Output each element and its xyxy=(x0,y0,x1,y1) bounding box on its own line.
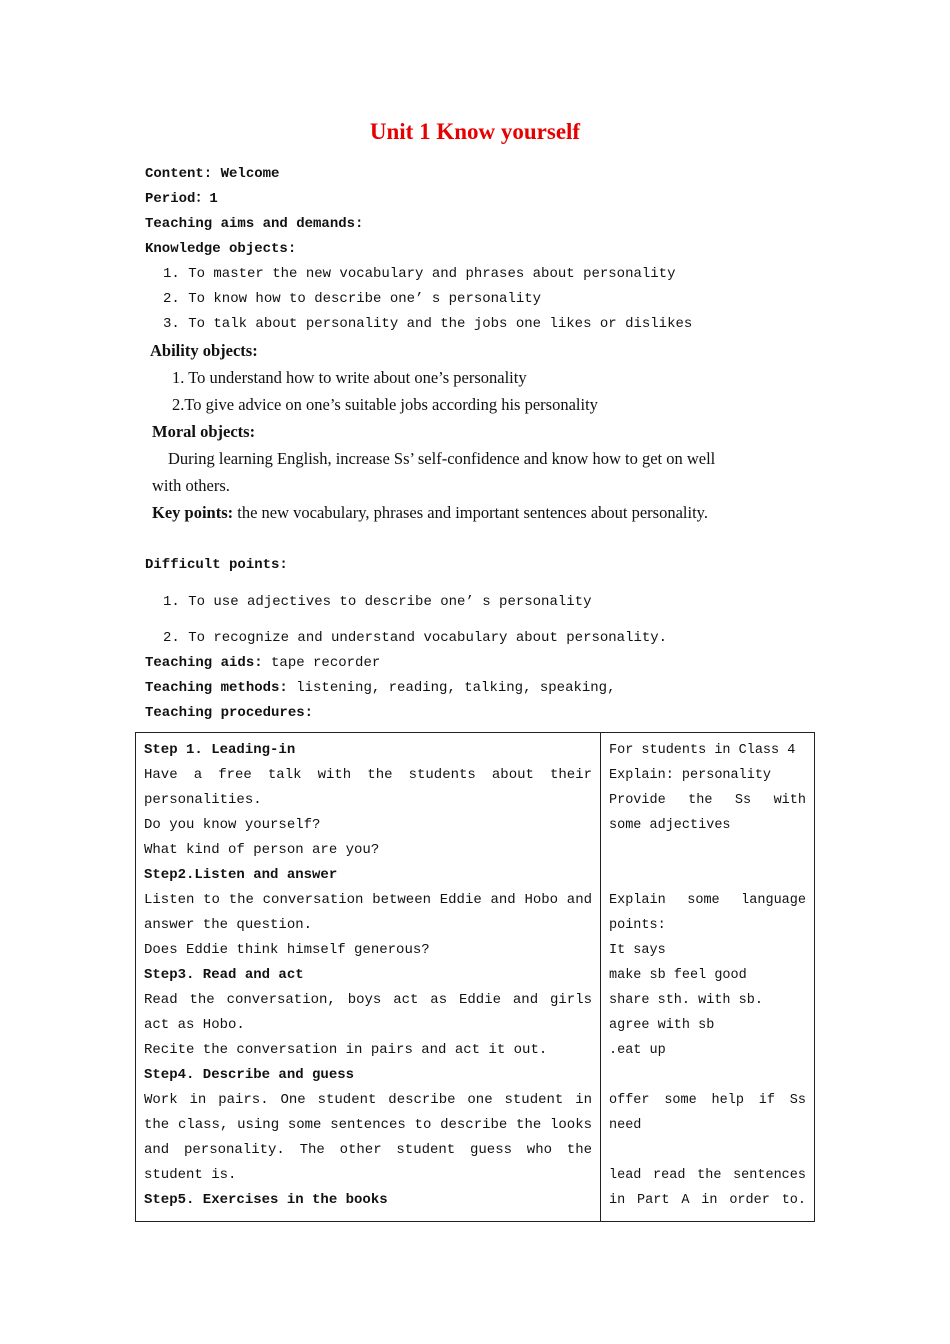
text-line: Teaching aids: tape recorder xyxy=(145,655,381,671)
text-line: Teaching methods: listening, reading, talking, speaking, xyxy=(145,680,616,696)
text-line: Does Eddie think himself generous? xyxy=(144,942,430,958)
text-line: and personality. The other student guess who the xyxy=(144,1142,592,1158)
text-line xyxy=(144,738,592,763)
text-line: share sth. with sb. xyxy=(609,993,763,1008)
bold-label: Difficult points: xyxy=(145,557,288,573)
text-line: Listen to the conversation between Eddie and Hobo and xyxy=(144,892,592,908)
text-line: act as Hobo. xyxy=(144,1017,245,1033)
text-line xyxy=(144,863,592,888)
text-line: Have a free talk with the students about their xyxy=(144,767,592,783)
text-line xyxy=(145,187,815,212)
bold-label: Content: Welcome xyxy=(145,166,280,182)
text-line: .eat up xyxy=(609,1043,666,1058)
text-line: the class, using some sentences to describe the looks xyxy=(144,1117,592,1133)
text-line: 1. To understand how to write about one’s personality xyxy=(172,368,527,387)
document-body xyxy=(135,162,815,726)
text-line: Work in pairs. One student describe one student in xyxy=(144,1092,592,1108)
text-line: Explain some language xyxy=(609,893,806,908)
text-line: offer some help if Ss xyxy=(609,1093,806,1108)
bold-label: Step 1. Leading-in xyxy=(144,742,296,758)
text-line xyxy=(145,212,815,237)
text-line xyxy=(609,1063,806,1088)
text-line: What kind of person are you? xyxy=(144,842,380,858)
text-line: Do you know yourself? xyxy=(144,817,321,833)
text-line: 2. To know how to describe one’ s personality xyxy=(163,291,542,307)
text-line: 1. To master the new vocabulary and phrases about personality xyxy=(163,266,676,282)
text-line: Explain: personality xyxy=(609,768,772,783)
text-line: in Part A in order to. xyxy=(609,1193,806,1208)
text-line xyxy=(145,237,815,262)
text-line: need xyxy=(609,1118,642,1133)
bold-label: Step2.Listen and answer xyxy=(144,867,338,883)
text-line: For students in Class 4 xyxy=(609,743,796,758)
text-line: points: xyxy=(609,918,666,933)
text-line: Provide the Ss with xyxy=(609,793,806,808)
text-line: Recite the conversation in pairs and act it out. xyxy=(144,1042,548,1058)
bold-label: Ability objects: xyxy=(150,341,258,360)
text-line: personalities. xyxy=(144,792,262,808)
bold-label: Teaching procedures: xyxy=(145,705,314,721)
bold-label: Period：1 xyxy=(145,191,218,207)
procedures-table xyxy=(135,732,815,1222)
bold-label: Teaching aims and demands: xyxy=(145,216,364,232)
text-line xyxy=(609,863,806,888)
bold-label: Key points: xyxy=(152,503,234,522)
text-line: answer the question. xyxy=(144,917,313,933)
table-left-column xyxy=(136,733,601,1221)
text-line xyxy=(145,337,815,364)
document-title: Unit 1 Know yourself xyxy=(369,119,581,144)
text-line: lead read the sentences xyxy=(609,1168,806,1183)
bold-label: Teaching aids: xyxy=(145,655,263,671)
text-line: make sb feel good xyxy=(609,968,747,983)
text-line: 2. To recognize and understand vocabulary about personality. xyxy=(163,630,668,646)
text-line xyxy=(145,162,815,187)
text-line xyxy=(609,1138,806,1163)
text-line xyxy=(144,963,592,988)
text-line: 2.To give advice on one’s suitable jobs according his personality xyxy=(172,395,598,414)
bold-label: Moral objects: xyxy=(152,422,256,441)
text-line xyxy=(609,838,806,863)
text-line xyxy=(144,1063,592,1088)
bold-label: Step4. Describe and guess xyxy=(144,1067,355,1083)
text-line xyxy=(145,553,815,578)
text-line xyxy=(145,701,815,726)
text-line: 1. To use adjectives to describe one’ s personality xyxy=(163,594,592,610)
bold-label: Step3. Read and act xyxy=(144,967,304,983)
text-line: agree with sb xyxy=(609,1018,715,1033)
text-line: During learning English, increase Ss’ self-confidence and know how to get on well xyxy=(168,449,716,468)
table-right-column xyxy=(601,733,814,1221)
text-line: 3. To talk about personality and the jobs one likes or dislikes xyxy=(163,316,693,332)
text-line: with others. xyxy=(152,476,230,495)
text-line: Read the conversation, boys act as Eddie and girls xyxy=(144,992,592,1008)
text-line: Key points: the new vocabulary, phrases and important sentences about personality. xyxy=(152,503,708,522)
text-line: some adjectives xyxy=(609,818,731,833)
bold-label: Step5. Exercises in the books xyxy=(144,1192,388,1208)
bold-label: Knowledge objects: xyxy=(145,241,297,257)
text-line xyxy=(144,1188,592,1213)
bold-label: Teaching methods: xyxy=(145,680,288,696)
text-line: student is. xyxy=(144,1167,237,1183)
text-line: It says xyxy=(609,943,666,958)
text-line xyxy=(145,418,815,445)
